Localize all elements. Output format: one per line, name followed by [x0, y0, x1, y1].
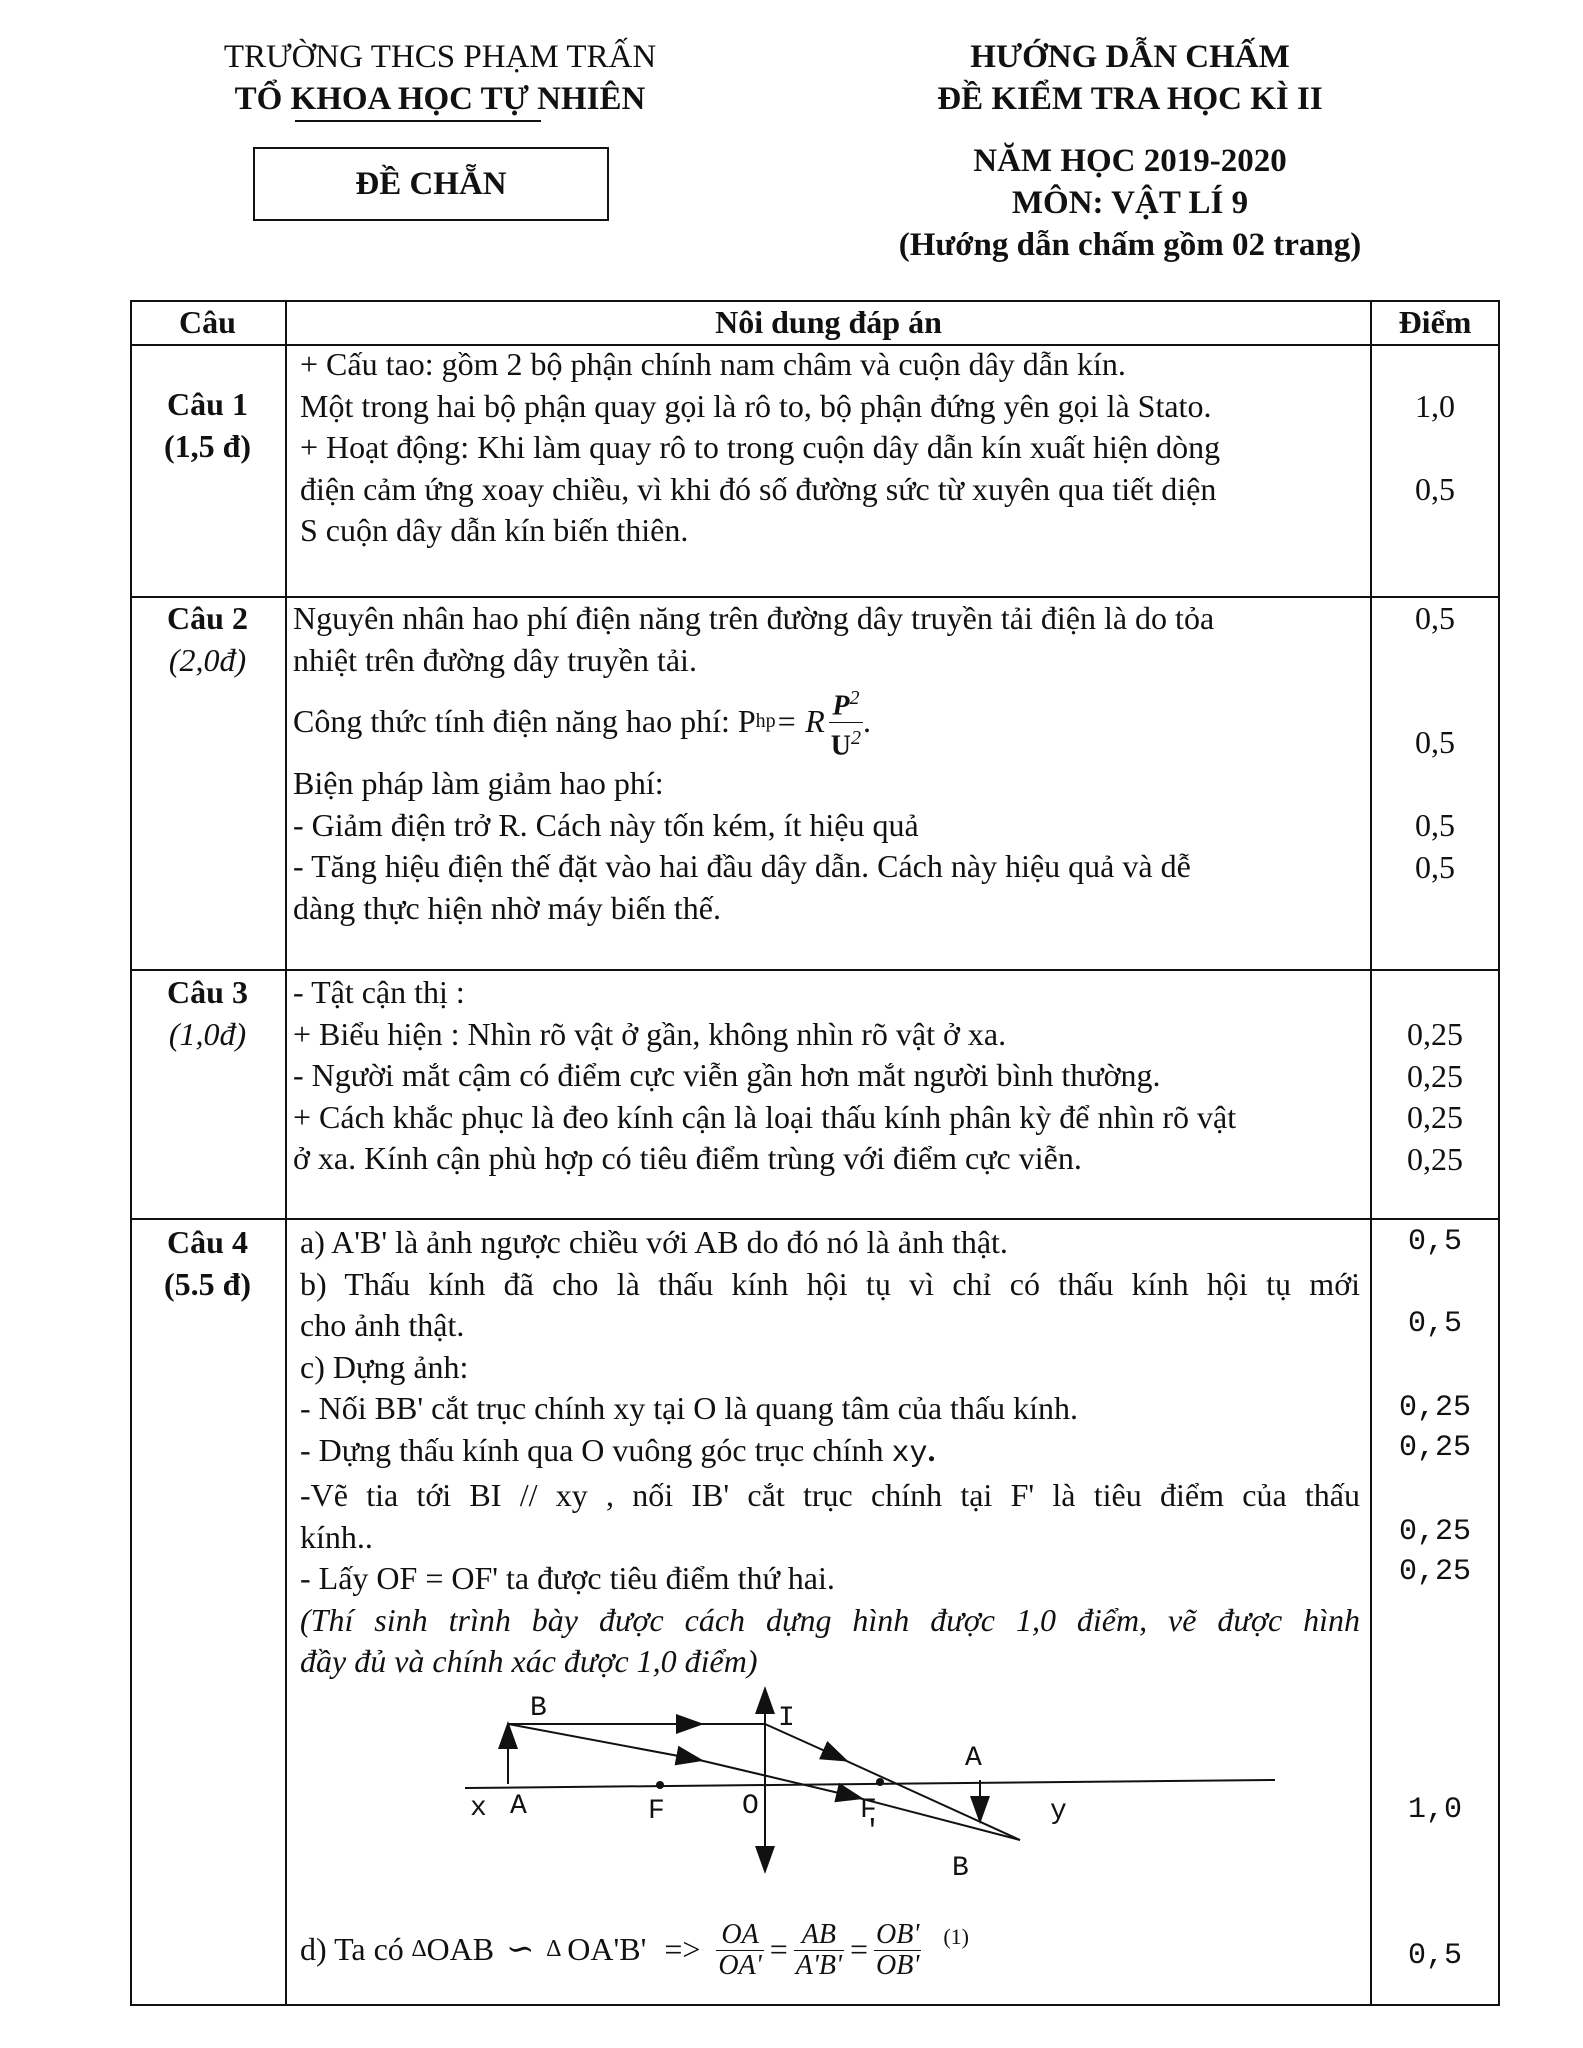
q4-line — [300, 1430, 1360, 1476]
equals-sign: = — [849, 1931, 869, 1968]
q2-score: 0,5 — [1415, 807, 1455, 843]
formula-num: P — [832, 690, 850, 722]
q3-line: + Cách khắc phục là đeo kính cận là loại thấu kính phân kỳ để nhìn rõ vật — [293, 1098, 1237, 1135]
formula-end: . — [863, 703, 872, 740]
table-border-bottom — [130, 2004, 1500, 2006]
q2-line: - Tăng hiệu điện thế đặt vào hai đầu dây dẫn. Cách này hiệu quả và dễ — [293, 848, 1191, 884]
subject: MÔN: VẬT LÍ 9 — [1011, 185, 1249, 221]
frac3-num: OB' — [876, 1918, 920, 1950]
d-prefix: d) Ta có — [300, 1931, 404, 1968]
pages-note: (Hướng dẫn chấm gồm 02 trang) — [898, 227, 1362, 263]
q3-number: Câu 3 — [167, 974, 248, 1010]
q4-line: cho ảnh thật. — [300, 1307, 465, 1343]
principal-axis — [465, 1780, 1275, 1788]
formula-eq: = R — [775, 703, 825, 740]
label-F: F — [648, 1796, 665, 1827]
q1-line: + Hoạt động: Khi làm quay rô to trong cuộn dây dẫn kín xuất hiện dòng — [300, 429, 1221, 465]
q2-line: Biện pháp làm giảm hao phí: — [293, 765, 664, 801]
focal-point-f2 — [876, 1778, 884, 1786]
q4-score: 0,5 — [1407, 1307, 1462, 1341]
doc-title: HƯỚNG DẪN CHẤM — [970, 39, 1290, 75]
q1-line: điện cảm ứng xoay chiều, vì khi đó số đường sức từ xuyên qua tiết diện — [300, 470, 1217, 507]
q2-line: Nguyên nhân hao phí điện năng trên đường dây truyền tải điện là do tỏa — [293, 600, 1215, 636]
ray-refracted-1 — [765, 1724, 845, 1760]
label-F-prime: F — [860, 1795, 877, 1826]
q3-score: 0,25 — [1407, 1099, 1463, 1135]
q3-label — [130, 972, 285, 1055]
q3-line: - Tật cận thị : — [293, 974, 465, 1010]
formula-den-exp: 2 — [851, 726, 862, 749]
frac1-den: OA' — [718, 1949, 762, 1981]
q1-score: 0,5 — [1415, 471, 1455, 507]
label-I: I — [778, 1703, 795, 1734]
table-border-left — [130, 300, 132, 2006]
q4-d — [300, 1910, 1360, 1990]
row3-border — [130, 1218, 1500, 1220]
doc-subtitle: ĐỀ KIỂM TRA HỌC KÌ II — [937, 81, 1323, 117]
q4-note: đầy đủ và chính xác được 1,0 điểm) — [300, 1643, 758, 1679]
fraction-1 — [716, 1920, 763, 1981]
d-oab: OAB — [426, 1931, 495, 1968]
q4-score: 0,5 — [1407, 1939, 1462, 1973]
q1-score: 1,0 — [1415, 388, 1455, 424]
ray-center-1 — [508, 1724, 700, 1760]
q4-score: 0,25 — [1398, 1555, 1471, 1589]
q4-c2-text: - Dựng thấu kính qua O vuông góc trục chính — [300, 1431, 892, 1468]
frac3-den: OB' — [876, 1949, 920, 1981]
frac1-num: OA — [716, 1920, 763, 1951]
q2-line: nhiệt trên đường dây truyền tải. — [293, 641, 697, 678]
q4-line: b) Thấu kính đã cho là thấu kính hội tụ vì chỉ có thấu kính hội tụ mới — [300, 1265, 1360, 1302]
department-underline — [295, 120, 541, 122]
q3-content — [293, 972, 1365, 1180]
q4-number: Câu 4 — [167, 1224, 248, 1260]
q4-line: c) Dựng ảnh: — [300, 1348, 469, 1385]
table-border-right — [1498, 300, 1500, 2006]
q2-score: 0,5 — [1415, 724, 1455, 760]
q4-line: - Nối BB' cắt trục chính xy tại O là quang tâm của thấu kính. — [300, 1390, 1079, 1426]
formula-prefix: Công thức tính điện năng hao phí: P — [293, 703, 756, 740]
row2-border — [130, 969, 1500, 971]
exam-version-box: ĐỀ CHẴN — [253, 147, 609, 221]
q2-score: 0,5 — [1415, 600, 1455, 636]
q2-line: - Giảm điện trở R. Cách này tốn kém, ít hiệu quả — [293, 806, 919, 843]
q1-line: + Cấu tao: gồm 2 bộ phận chính nam châm và cuộn dây dẫn kín. — [300, 346, 1126, 382]
col-header-score: Điểm — [1398, 304, 1472, 340]
department-name: TỔ KHOA HỌC TỰ NHIÊN — [234, 81, 646, 117]
q4-score: 1,0 — [1407, 1793, 1462, 1827]
q3-score: 0,25 — [1407, 1016, 1463, 1052]
q4-score: 0,25 — [1398, 1515, 1471, 1549]
ray-center-2 — [695, 1759, 860, 1798]
q3-score: 0,25 — [1407, 1058, 1463, 1094]
q3-points: (1,0đ) — [168, 1015, 247, 1052]
fraction-3 — [874, 1920, 921, 1981]
q4-c2-xy: xy — [891, 1436, 928, 1471]
q4-note: (Thí sinh trình bày được cách dựng hình được 1,0 điểm, vẽ được hình — [300, 1601, 1360, 1638]
triangle-symbol: ∆ — [411, 1936, 427, 1963]
answer-table — [130, 300, 1500, 2006]
label-y: y — [1050, 1796, 1067, 1827]
equation-ref: (1) — [943, 1924, 969, 1949]
q1-points: (1,5 đ) — [163, 427, 252, 464]
q4-points: (5.5 đ) — [163, 1265, 252, 1302]
q4-line: a) A'B' là ảnh ngược chiều với AB do đó nó là ảnh thật. — [300, 1224, 1008, 1260]
q3-line: ở xa. Kính cận phù hợp có tiêu điểm trùng với điểm cực viễn. — [293, 1140, 1082, 1176]
d-oab2: OA'B' — [567, 1931, 647, 1968]
label-A-image: A — [965, 1743, 982, 1774]
label-B-image: B — [952, 1853, 969, 1884]
q3-line: + Biểu hiện : Nhìn rõ vật ở gần, không nhìn rõ vật ở xa. — [293, 1015, 1007, 1052]
frac2-den: A'B' — [795, 1949, 842, 1981]
school-year: NĂM HỌC 2019-2020 — [973, 143, 1287, 179]
q4-content — [300, 1222, 1360, 1683]
frac2-num: AB — [794, 1920, 844, 1951]
label-O: O — [742, 1791, 759, 1822]
header-right — [830, 36, 1430, 266]
q4-line: kính.. — [300, 1518, 373, 1555]
school-name: TRƯỜNG THCS PHẠM TRẤN — [223, 39, 657, 75]
q4-line: - Lấy OF = OF' ta được tiêu điểm thứ hai. — [300, 1560, 835, 1596]
q2-score: 0,5 — [1415, 849, 1455, 885]
q4-score: 0,25 — [1398, 1391, 1471, 1425]
similar-symbol: ∽ — [506, 1931, 535, 1969]
formula-num-exp: 2 — [849, 687, 860, 710]
q3-line: - Người mắt cậm có điểm cực viễn gần hơn mắt người bình thường. — [293, 1057, 1161, 1093]
q2-points: (2,0đ) — [168, 641, 247, 678]
q1-content — [300, 344, 1360, 552]
formula-fraction — [829, 683, 863, 761]
label-x: x — [470, 1793, 487, 1824]
label-B: B — [530, 1693, 547, 1724]
q4-d-line — [300, 1910, 1360, 1990]
label-A: A — [510, 1791, 527, 1822]
formula-sub: hp — [755, 710, 776, 733]
q1-line: Một trong hai bộ phận quay gọi là rô to, bộ phận đứng yên gọi là Stato. — [300, 387, 1212, 424]
col-header-question: Câu — [179, 304, 236, 340]
q2-formula — [293, 681, 1363, 763]
q4-c2-end: . — [927, 1431, 936, 1468]
implies-arrow: => — [664, 1931, 701, 1968]
header-left — [130, 36, 750, 120]
ray-diagram — [460, 1680, 1280, 1890]
table-divider-1 — [285, 300, 287, 2006]
q2-content — [293, 598, 1363, 929]
q4-score: 0,5 — [1407, 1225, 1462, 1259]
fraction-2 — [794, 1920, 844, 1981]
q2-line: dàng thực hiện nhờ máy biến thế. — [293, 889, 721, 926]
focal-point-f — [656, 1781, 664, 1789]
q2-number: Câu 2 — [167, 600, 248, 636]
q1-line: S cuộn dây dẫn kín biến thiên. — [300, 512, 689, 548]
col-header-content: Nôi dung đáp án — [715, 304, 942, 340]
q1-label — [130, 384, 285, 467]
q2-label — [130, 598, 285, 681]
q4-score: 0,25 — [1398, 1431, 1471, 1465]
formula-den: U — [830, 729, 852, 761]
label-prime: ' — [864, 1816, 881, 1847]
q4-label — [130, 1222, 285, 1305]
q4-line: -Vẽ tia tới BI // xy , nối IB' cắt trục chính tại F' là tiêu điểm của thấu — [300, 1477, 1360, 1513]
q3-score: 0,25 — [1407, 1141, 1463, 1177]
triangle-symbol: ∆ — [546, 1936, 562, 1963]
equals-sign: = — [769, 1931, 788, 1968]
q1-number: Câu 1 — [167, 386, 248, 422]
